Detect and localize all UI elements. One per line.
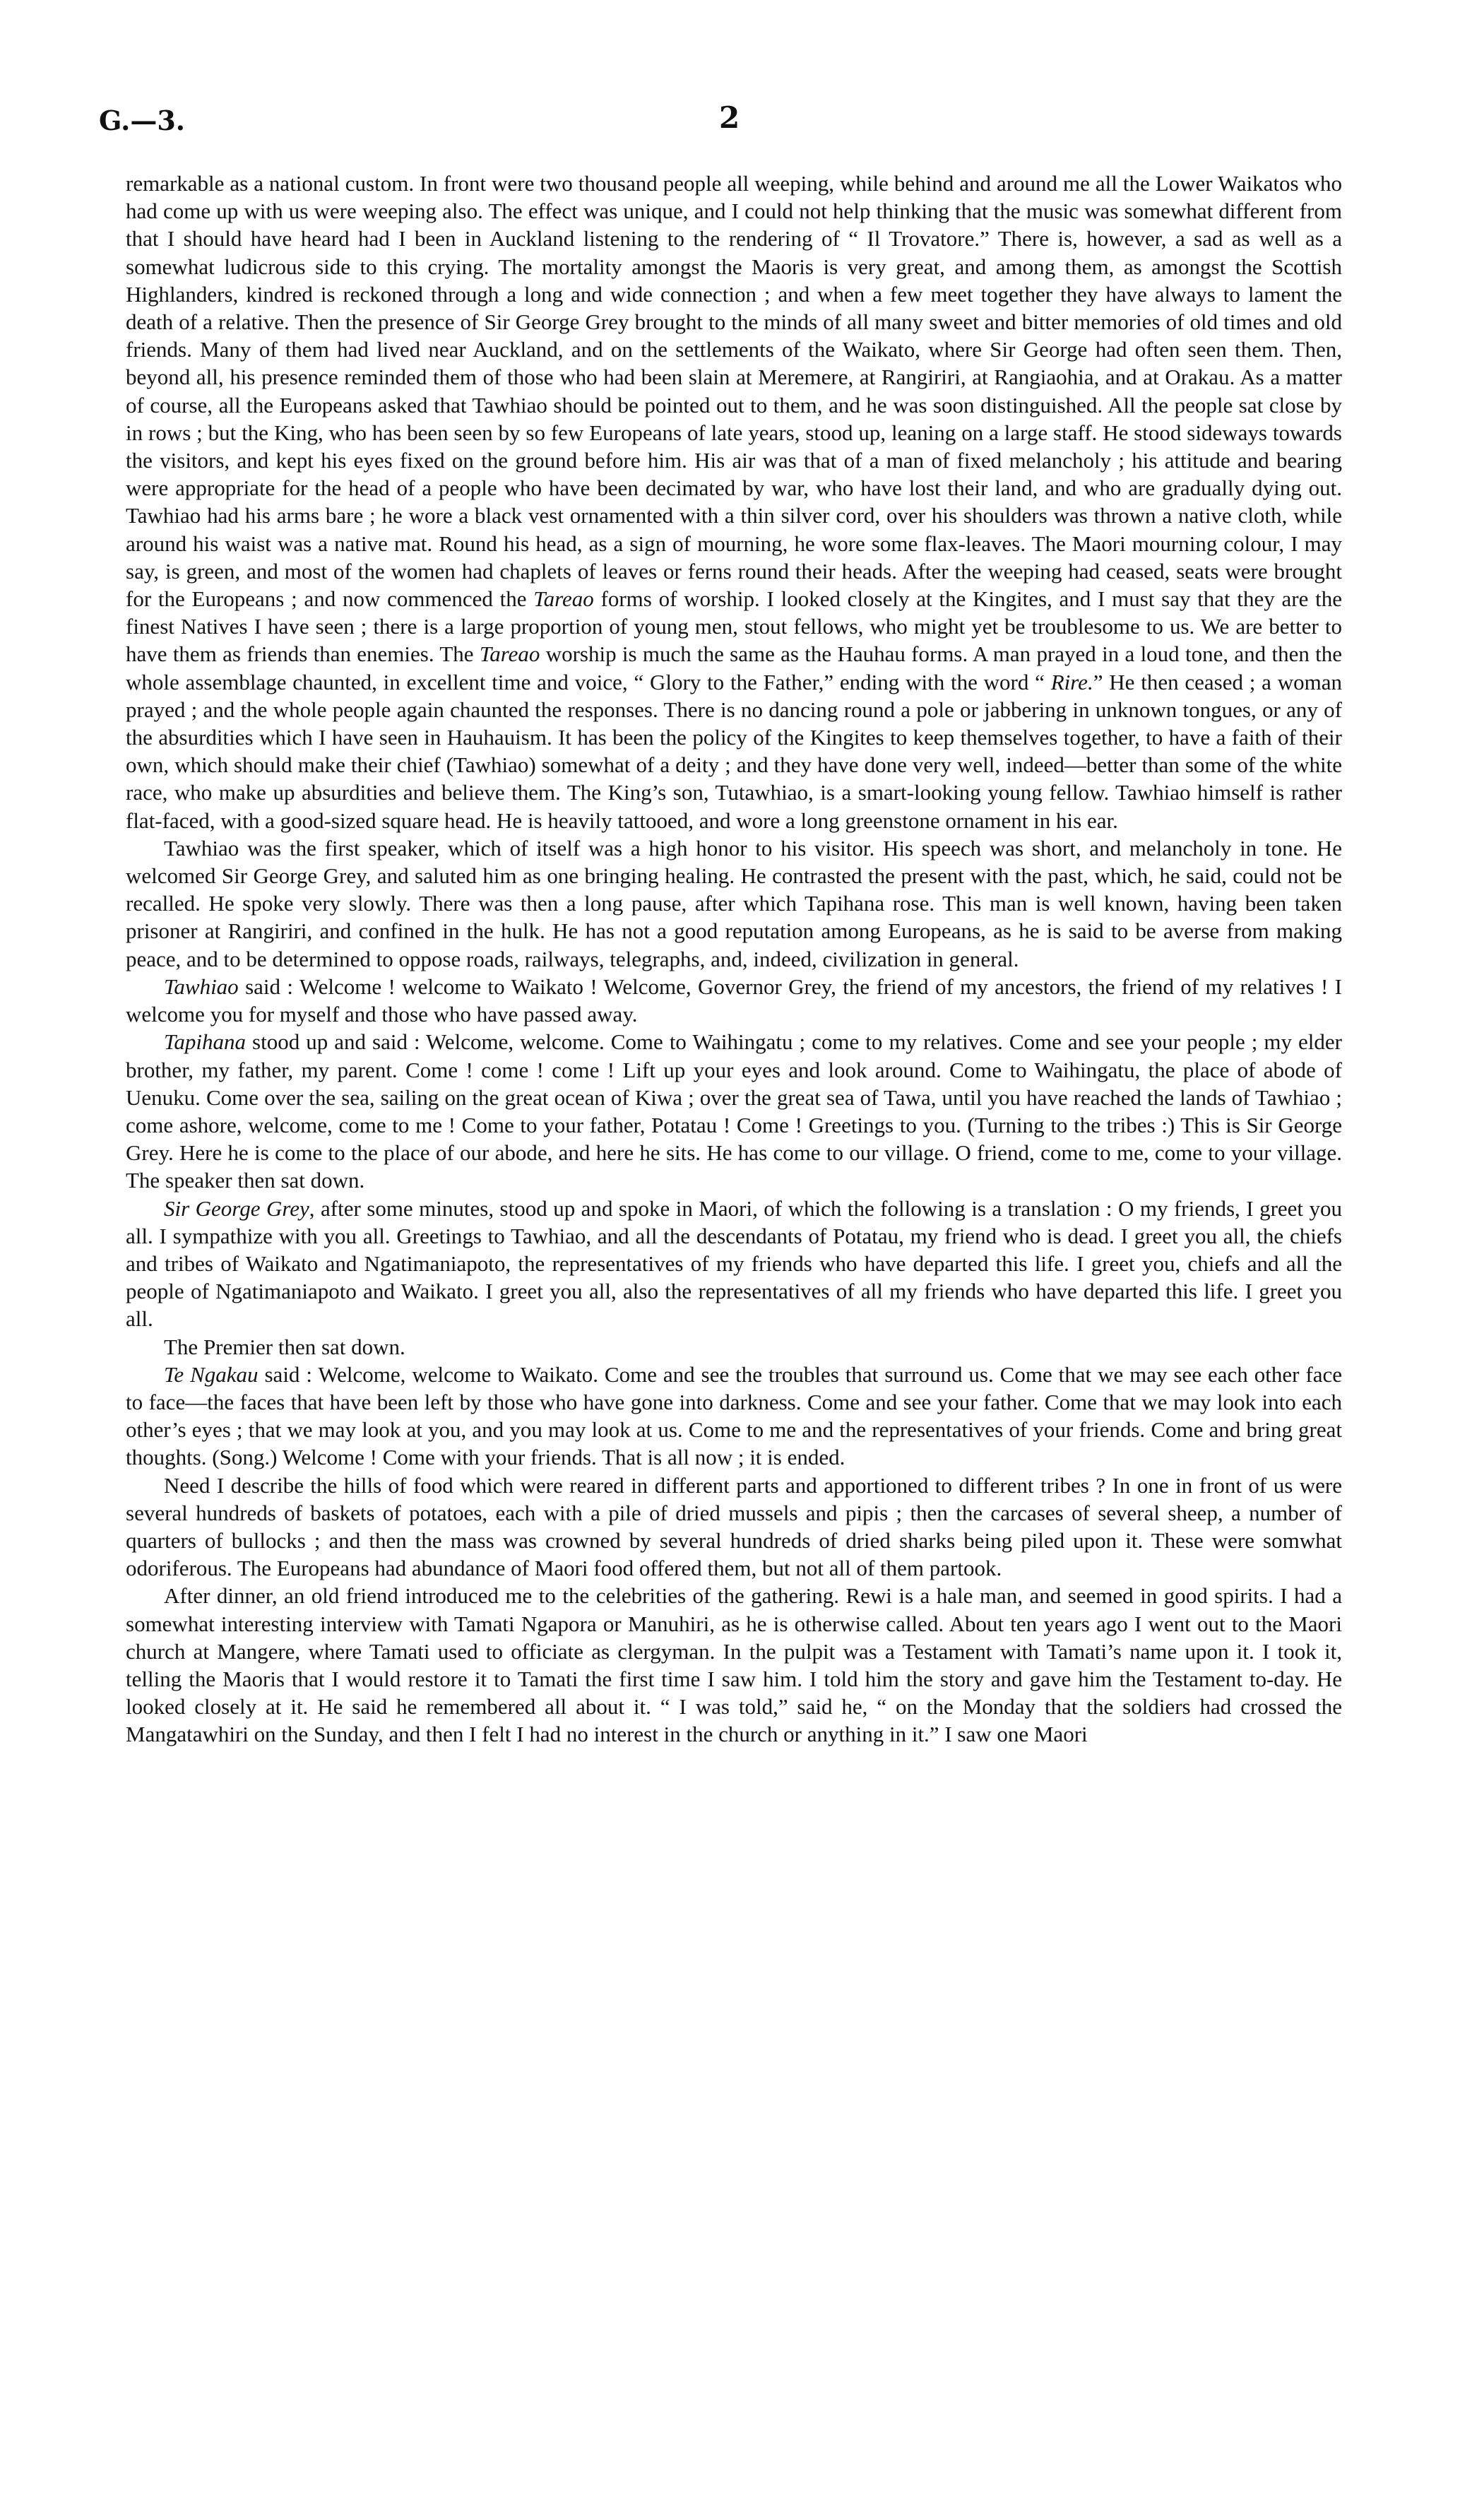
document-reference: G.—3. [99, 105, 185, 136]
paragraph: After dinner, an old friend introduced me to the celebrities of the gathering. Rewi is a hale man, and seemed in good spirits. I had a somewhat interesting interview with Tamati Ngapora or Manuhiri, as he is otherwise called. About ten years ago I went out to the Maori church at Mangere, where Tamati used to officiate as clergyman. In the pulpit was a Testament with Tamati’s name upon it. I took it, telling the Maoris that I would restore it to Tamati the first time I saw him. I told him the story and gave him the Testament to-day. He looked closely at it. He said he remembered all about it. “ I was told,” said he, “ on the Monday that the soldiers had crossed the Mangatawhiri on the Sunday, and then I felt I had no interest in the church or anything in it.” I saw one Maori [126, 1583, 1342, 1747]
speech-paragraph: Te Ngakau said : Welcome, welcome to Waikato. Come and see the troubles that surround us. Come that we may see each other face to face—the faces that have been left by those who have gone into darkness. Come and see your father. Come that we may look into each other’s eyes ; that we may look at you, and you may look at us. Come to me and the representatives of your friends. Come and bring great thoughts. (Song.) Welcome ! Come with your friends. That is all now ; it is ended. [126, 1361, 1342, 1470]
body-text [126, 170, 1342, 1749]
emphasis-tareao: Tareao [479, 641, 540, 667]
paragraph: Need I describe the hills of food which were reared in different parts and apportioned to different tribes ? In one in front of us were several hundreds of baskets of potatoes, each with a pile of dried mussels and pipis ; then the carcases of several sheep, a number of quarters of bullocks ; and then the mass was crowned by several hundreds of dried sharks being piled upon it. These were somwhat odoriferous. The Europeans had abundance of Maori food offered them, but not all of them partook. [126, 1472, 1342, 1581]
speech-paragraph: Tawhiao said : Welcome ! welcome to Waikato ! Welcome, Governor Grey, the friend of my ancestors, the friend of my relatives ! I welcome you for myself and those who have passed away. [126, 974, 1342, 1027]
speech-paragraph: Sir George Grey, after some minutes, stood up and spoke in Maori, of which the following is a translation : O my friends, I greet you all. I sympathize with you all. Greetings to Tawhiao, and all the descendants of Potatau, my friend who is dead. I greet you all, the chiefs and tribes of Waikato and Ngatimaniapoto, the representatives of my friends who have departed this life. I greet you, chiefs and all the people of Ngatimaniapoto and Waikato. I greet you all, also the representatives of all my friends who have departed this life. I greet you all. [126, 1195, 1342, 1332]
paragraph: The Premier then sat down. [164, 1334, 405, 1359]
speaker-name: Te Ngakau [164, 1361, 259, 1387]
paragraph: Tawhiao was the first speaker, which of itself was a high honor to his visitor. His speech was short, and melancholy in tone. He welcomed Sir George Grey, and saluted him as one bringing healing. He contrasted the present with the past, which, he said, could not be recalled. He spoke very slowly. There was then a long pause, after which Tapihana rose. This man is well known, having been taken prisoner at Rangiriri, and confined in the hulk. He has not a good reputation among Europeans, as he is said to be averse from making peace, and to be determined to oppose roads, railways, telegraphs, and, indeed, civilization in general. [126, 835, 1342, 971]
speech-paragraph: Tapihana stood up and said : Welcome, welcome. Come to Waihingatu ; come to my relatives. Come and see your people ; my elder brother, my father, my parent. Come ! come ! come ! Lift up your eyes and look around. Come to Waihingatu, the place of abode of Uenuku. Come over the sea, sailing on the great ocean of Kiwa ; over the great sea of Tawa, until you have reached the lands of Tawhiao ; come ashore, welcome, come to me ! Come to your father, Potatau ! Come ! Greetings to you. (Turning to the tribes :) This is Sir George Grey. Here he is come to the place of our abode, and here he sits. He has come to our village. O friend, come to me, come to your village. The speaker then sat down. [126, 1029, 1342, 1193]
paragraph: remarkable as a national custom. In front were two thousand people all weeping, while behind and around me all the Lower Waikatos who had come up with us were weeping also. The effect was unique, and I could not help thinking that the music was somewhat different from that I should have heard had I been in Auckland listening to the rendering of “ Il Trovatore.” There is, however, a sad as well as a somewhat ludicrous side to this crying. The mortality amongst the Maoris is very great, and among them, as amongst the Scottish Highlanders, kindred is reckoned through a long and wide connection ; and when a few meet together they have always to lament the death of a relative. Then the presence of Sir George Grey brought to the minds of all many sweet and bitter memories of old times and old friends. Many of them had lived near Auckland, and on the settlements of the Waikato, where Sir George had often seen them. Then, beyond all, his presence reminded them of those who had been slain at Meremere, at Rangiriri, at Rangiaohia, and at Orakau. As a matter of course, all the Europeans asked that Tawhiao should be pointed out to them, and he was soon distinguished. All the people sat close by in rows ; but the King, who has been seen by so few Europeans of late years, stood up, leaning on a large staff. He stood sideways towards the visitors, and kept his eyes fixed on the ground before him. His air was that of a man of fixed melancholy ; his attitude and bearing were appropriate for the head of a people who have been decimated by war, who have lost their land, and who are gradually dying out. Tawhiao had his arms bare ; he wore a black vest ornamented with a thin silver cord, over his shoulders was thrown a native cloth, while around his waist was a native mat. Round his head, as a sign of mourning, he wore some flax-leaves. The Maori mourning colour, I may say, is green, and most of the women had chaplets of leaves or ferns round their heads. After the weeping had ceased, seats were brought for the Europeans ; and now commenced the Tareao forms of worship. I looked closely at the Kingites, and I must say that they are the finest Natives I have seen ; there is a large proportion of young men, stout fellows, who might yet be troublesome to us. We are better to have them as friends than enemies. The Tareao worship is much the same as the Hauhau forms. A man prayed in a loud tone, and then the whole assemblage chaunted, in excellent time and voice, “ Glory to the Father,” ending with the word “ Rire.” He then ceased ; a woman prayed ; and the whole people again chaunted the responses. There is no dancing round a pole or jabbering in unknown tongues, or any of the absurdities which I have seen in Hauhauism. It has been the policy of the Kingites to keep themselves together, to have a faith of their own, which should make their chief (Tawhiao) somewhat of a deity ; and they have done very well, indeed—better than some of the white race, who make up absurdities and believe them. The King’s son, Tutawhiao, is a smart-looking young fellow. Tawhiao himself is rather flat-faced, with a good-sized square head. He is heavily tattooed, and wore a long greenstone ornament in his ear. [126, 171, 1342, 833]
speaker-name: Sir George Grey [164, 1195, 309, 1221]
emphasis-rire: Rire. [1050, 669, 1093, 694]
emphasis-tareao: Tareao [533, 586, 594, 612]
speaker-name: Tawhiao [164, 974, 239, 999]
page-number: 2 [719, 100, 740, 135]
speaker-name: Tapihana [164, 1029, 247, 1055]
